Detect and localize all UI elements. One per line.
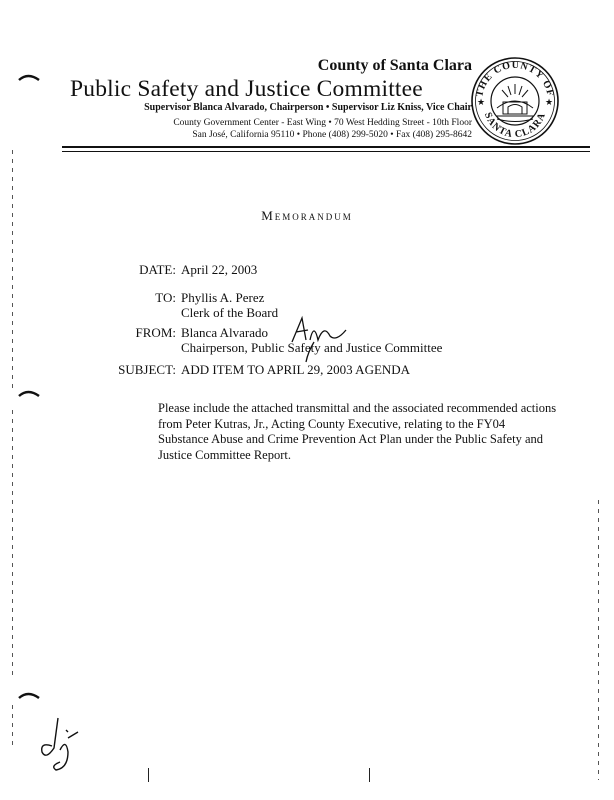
signature-mark xyxy=(284,312,354,364)
punch-mark xyxy=(18,72,40,82)
memo-title: Memorandum xyxy=(261,208,353,223)
header-rule-thin xyxy=(62,151,590,152)
address-line-2: San José, California 95110 • Phone (408) 299-5020 • Fax (408) 295-8642 xyxy=(192,130,472,140)
to-name: Phyllis A. Perez xyxy=(181,290,265,305)
date-label: DATE: xyxy=(139,262,176,277)
committee-name: Public Safety and Justice Committee xyxy=(70,76,423,102)
handwritten-initials xyxy=(34,712,82,774)
seal-bottom-text: SANTA CLARA xyxy=(481,110,549,141)
to-title: Clerk of the Board xyxy=(181,305,279,320)
seal-top-text: THE COUNTY OF xyxy=(474,59,556,98)
margin-dashes xyxy=(12,705,13,745)
county-seal-icon xyxy=(470,56,560,146)
margin-dashes xyxy=(598,500,599,780)
county-name: County of Santa Clara xyxy=(317,57,472,74)
svg-text:★: ★ xyxy=(477,97,486,107)
address-line-1: County Government Center - East Wing • 70 West Hedding Street - 10th Floor xyxy=(173,118,472,128)
margin-dashes xyxy=(12,410,13,680)
scan-tick xyxy=(148,768,149,782)
to-label: TO: xyxy=(155,290,176,305)
margin-dashes xyxy=(12,150,13,390)
subject-label: SUBJECT: xyxy=(118,362,176,377)
scan-tick xyxy=(369,768,370,782)
punch-mark xyxy=(18,690,40,700)
punch-mark xyxy=(18,388,40,398)
supervisors-line: Supervisor Blanca Alvarado, Chairperson • Supervisor Liz Kniss, Vice Chair xyxy=(144,102,472,113)
svg-text:★: ★ xyxy=(545,97,554,107)
subject-value: ADD ITEM TO APRIL 29, 2003 AGENDA xyxy=(181,362,411,377)
from-title: Chairperson, Public Safety and Justice Committee xyxy=(181,340,443,355)
header-rule-thick xyxy=(62,146,590,148)
from-label: FROM: xyxy=(135,325,176,340)
from-name: Blanca Alvarado xyxy=(181,325,268,340)
date-value: April 22, 2003 xyxy=(181,262,258,277)
memo-body: Please include the attached transmittal and the associated recommended actions from Peter Kutras, Jr., Acting County Executive, relating to the FY04 Substance Abuse and Crime Prevention Act Plan under the Public Safety and Justice Committee Report. xyxy=(158,401,557,462)
